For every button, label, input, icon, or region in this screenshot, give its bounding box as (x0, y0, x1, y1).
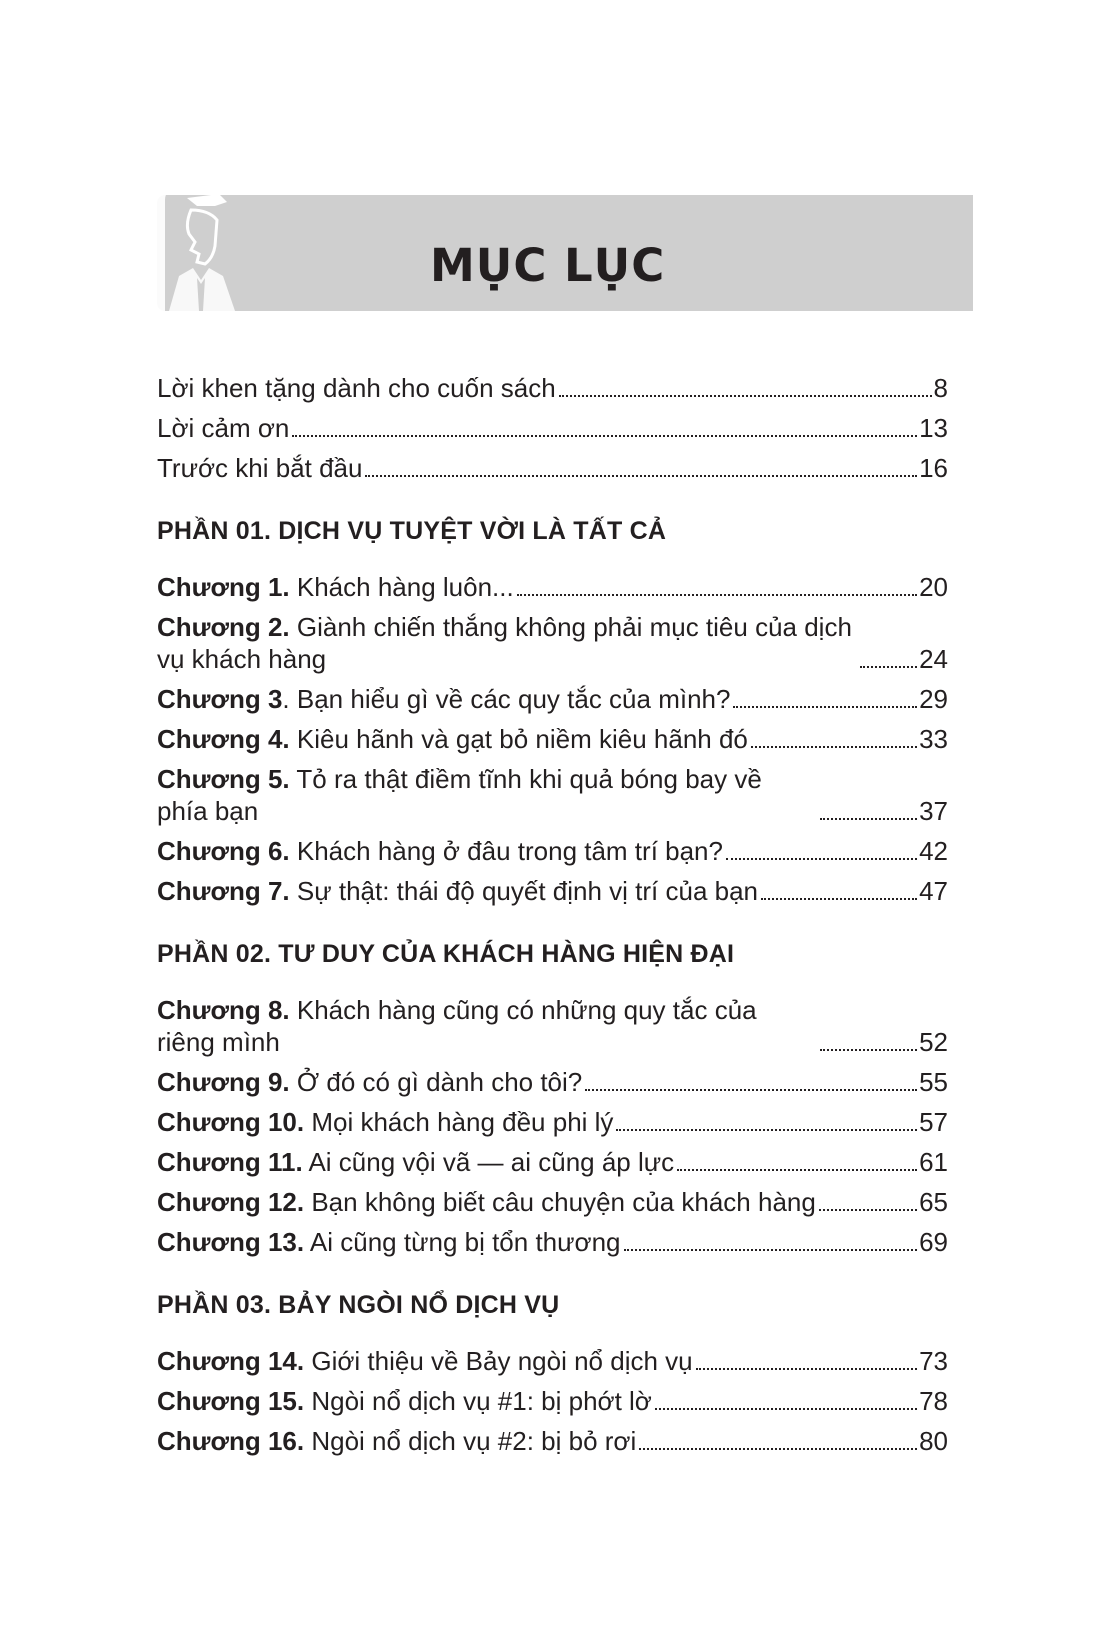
part-heading-3: PHẦN 03. BẢY NGÒI NỔ DỊCH VỤ (157, 1291, 560, 1319)
toc-entry-chapter-9[interactable] (157, 1066, 948, 1098)
toc-entry-chapter-4[interactable] (157, 723, 948, 755)
dot-leader (624, 1249, 918, 1251)
chapter-title: Khách hàng cũng có những quy tắc của riêng mình (157, 995, 757, 1057)
toc-entry-front-2[interactable] (157, 412, 948, 444)
toc-entry-chapter-16[interactable] (157, 1425, 948, 1457)
toc-entry-front-1[interactable] (157, 372, 948, 404)
toc-entry-label (157, 723, 748, 755)
toc-entry-chapter-7[interactable] (157, 875, 948, 907)
toc-entry-chapter-5[interactable] (157, 763, 948, 827)
toc-entry-chapter-2[interactable] (157, 611, 948, 675)
toc-entry-label (157, 763, 817, 827)
dot-leader (517, 594, 917, 596)
dot-leader (860, 666, 917, 668)
dot-leader (677, 1169, 917, 1171)
chapter-title: Tỏ ra thật điềm tĩnh khi quả bóng bay về phía bạn (157, 764, 762, 826)
page-number: 8 (933, 373, 948, 403)
dot-leader (696, 1368, 917, 1370)
toc-entry-label (157, 683, 730, 715)
chapter-title: Khách hàng luôn... (296, 572, 514, 602)
dot-leader (559, 395, 932, 397)
chapter-number: Chương 12. (157, 1187, 305, 1217)
chapter-number: Chương 11. (157, 1147, 303, 1177)
page-number: 47 (919, 876, 948, 906)
dot-leader (655, 1408, 917, 1410)
toc-entry-chapter-15[interactable] (157, 1385, 948, 1417)
chapter-title: Sự thật: thái độ quyết định vị trí của bạn (296, 876, 759, 906)
page-number: 52 (919, 1027, 948, 1057)
chapter-title: Ai cũng vội vã — ai cũng áp lực (308, 1147, 675, 1177)
chapter-number: Chương 15. (157, 1386, 305, 1416)
chapter-title: . Bạn hiểu gì về các quy tắc của mình? (282, 684, 731, 714)
dot-leader (751, 746, 917, 748)
toc-entry-label (157, 875, 758, 907)
toc-entry-label (157, 571, 514, 603)
toc-entry-chapter-14[interactable] (157, 1345, 948, 1377)
toc-entry-chapter-1[interactable] (157, 571, 948, 603)
chapter-number: Chương 13. (157, 1227, 305, 1257)
page-number: 73 (919, 1346, 948, 1376)
dot-leader (365, 475, 917, 477)
page-number: 13 (919, 413, 948, 443)
page-number: 57 (919, 1107, 948, 1137)
chapter-title: Ở đó có gì dành cho tôi? (296, 1067, 583, 1097)
chapter-title: Giành chiến thắng không phải mục tiêu của dịch vụ khách hàng (157, 612, 852, 674)
toc-entry-chapter-8[interactable] (157, 994, 948, 1058)
toc-entry-label (157, 1345, 693, 1377)
chapter-number: Chương 4. (157, 724, 290, 754)
page-number: 65 (919, 1187, 948, 1217)
dot-leader (819, 1209, 917, 1211)
chapter-number: Chương 6. (157, 836, 290, 866)
toc-entry-label: Trước khi bắt đầu (157, 453, 363, 483)
page-number: 69 (919, 1227, 948, 1257)
dot-leader (726, 858, 917, 860)
dot-leader (639, 1448, 917, 1450)
toc-entry-label (157, 1226, 621, 1258)
page-number: 20 (919, 572, 948, 602)
page-number: 78 (919, 1386, 948, 1416)
toc-entry-chapter-10[interactable] (157, 1106, 948, 1138)
toc-entry-label (157, 1146, 674, 1178)
dot-leader (733, 706, 917, 708)
toc-entry-label (157, 611, 857, 675)
dot-leader (761, 898, 917, 900)
toc-entry-chapter-12[interactable] (157, 1186, 948, 1218)
page-number: 37 (919, 796, 948, 826)
chapter-number: Chương 7. (157, 876, 290, 906)
toc-entry-chapter-3[interactable] (157, 683, 948, 715)
toc-entry-label (157, 1066, 582, 1098)
page-number: 33 (919, 724, 948, 754)
chapter-number: Chương 10. (157, 1107, 305, 1137)
page-number: 24 (919, 644, 948, 674)
chapter-number: Chương 2. (157, 612, 290, 642)
page-number: 55 (919, 1067, 948, 1097)
chapter-title: Bạn không biết câu chuyện của khách hàng (311, 1187, 816, 1217)
chapter-title: Ai cũng từng bị tổn thương (309, 1227, 621, 1257)
chapter-title: Kiêu hãnh và gạt bỏ niềm kiêu hãnh đó (296, 724, 748, 754)
table-of-contents (157, 372, 948, 1465)
toc-entry-label (157, 1106, 613, 1138)
dot-leader (585, 1089, 917, 1091)
page-number: 29 (919, 684, 948, 714)
chapter-number: Chương 5. (157, 764, 290, 794)
page-number: 61 (919, 1147, 948, 1177)
dot-leader (616, 1129, 917, 1131)
toc-entry-label (157, 994, 817, 1058)
page-number: 16 (919, 453, 948, 483)
chapter-title: Mọi khách hàng đều phi lý (311, 1107, 614, 1137)
toc-entry-label: Lời cảm ơn (157, 413, 290, 443)
toc-entry-label: Lời khen tặng dành cho cuốn sách (157, 373, 556, 403)
chapter-title: Khách hàng ở đâu trong tâm trí bạn? (296, 836, 723, 866)
toc-entry-chapter-13[interactable] (157, 1226, 948, 1258)
page-title: MỤC LỤC (430, 239, 666, 292)
dot-leader (820, 818, 917, 820)
chapter-title: Ngòi nổ dịch vụ #2: bị bỏ rơi (311, 1426, 637, 1456)
chapter-number: Chương 1. (157, 572, 290, 602)
man-profile-logo-icon (157, 180, 243, 311)
dot-leader (820, 1049, 917, 1051)
part-heading-1: PHẦN 01. DỊCH VỤ TUYỆT VỜI LÀ TẤT CẢ (157, 517, 667, 545)
toc-entry-label (157, 1186, 816, 1218)
page-number: 42 (919, 836, 948, 866)
chapter-number: Chương 9. (157, 1067, 290, 1097)
toc-entry-label (157, 1425, 636, 1457)
toc-entry-chapter-6[interactable] (157, 835, 948, 867)
toc-entry-label (157, 1385, 652, 1417)
chapter-number: Chương 3 (157, 684, 283, 714)
toc-entry-chapter-11[interactable] (157, 1146, 948, 1178)
chapter-title: Giới thiệu về Bảy ngòi nổ dịch vụ (311, 1346, 693, 1376)
dot-leader (292, 435, 917, 437)
chapter-number: Chương 14. (157, 1346, 305, 1376)
chapter-number: Chương 8. (157, 995, 290, 1025)
chapter-number: Chương 16. (157, 1426, 305, 1456)
toc-entry-front-3[interactable] (157, 452, 948, 484)
part-heading-2: PHẦN 02. TƯ DUY CỦA KHÁCH HÀNG HIỆN ĐẠI (157, 940, 735, 968)
toc-entry-label (157, 835, 723, 867)
chapter-title: Ngòi nổ dịch vụ #1: bị phớt lờ (311, 1386, 652, 1416)
page-number: 80 (919, 1426, 948, 1456)
